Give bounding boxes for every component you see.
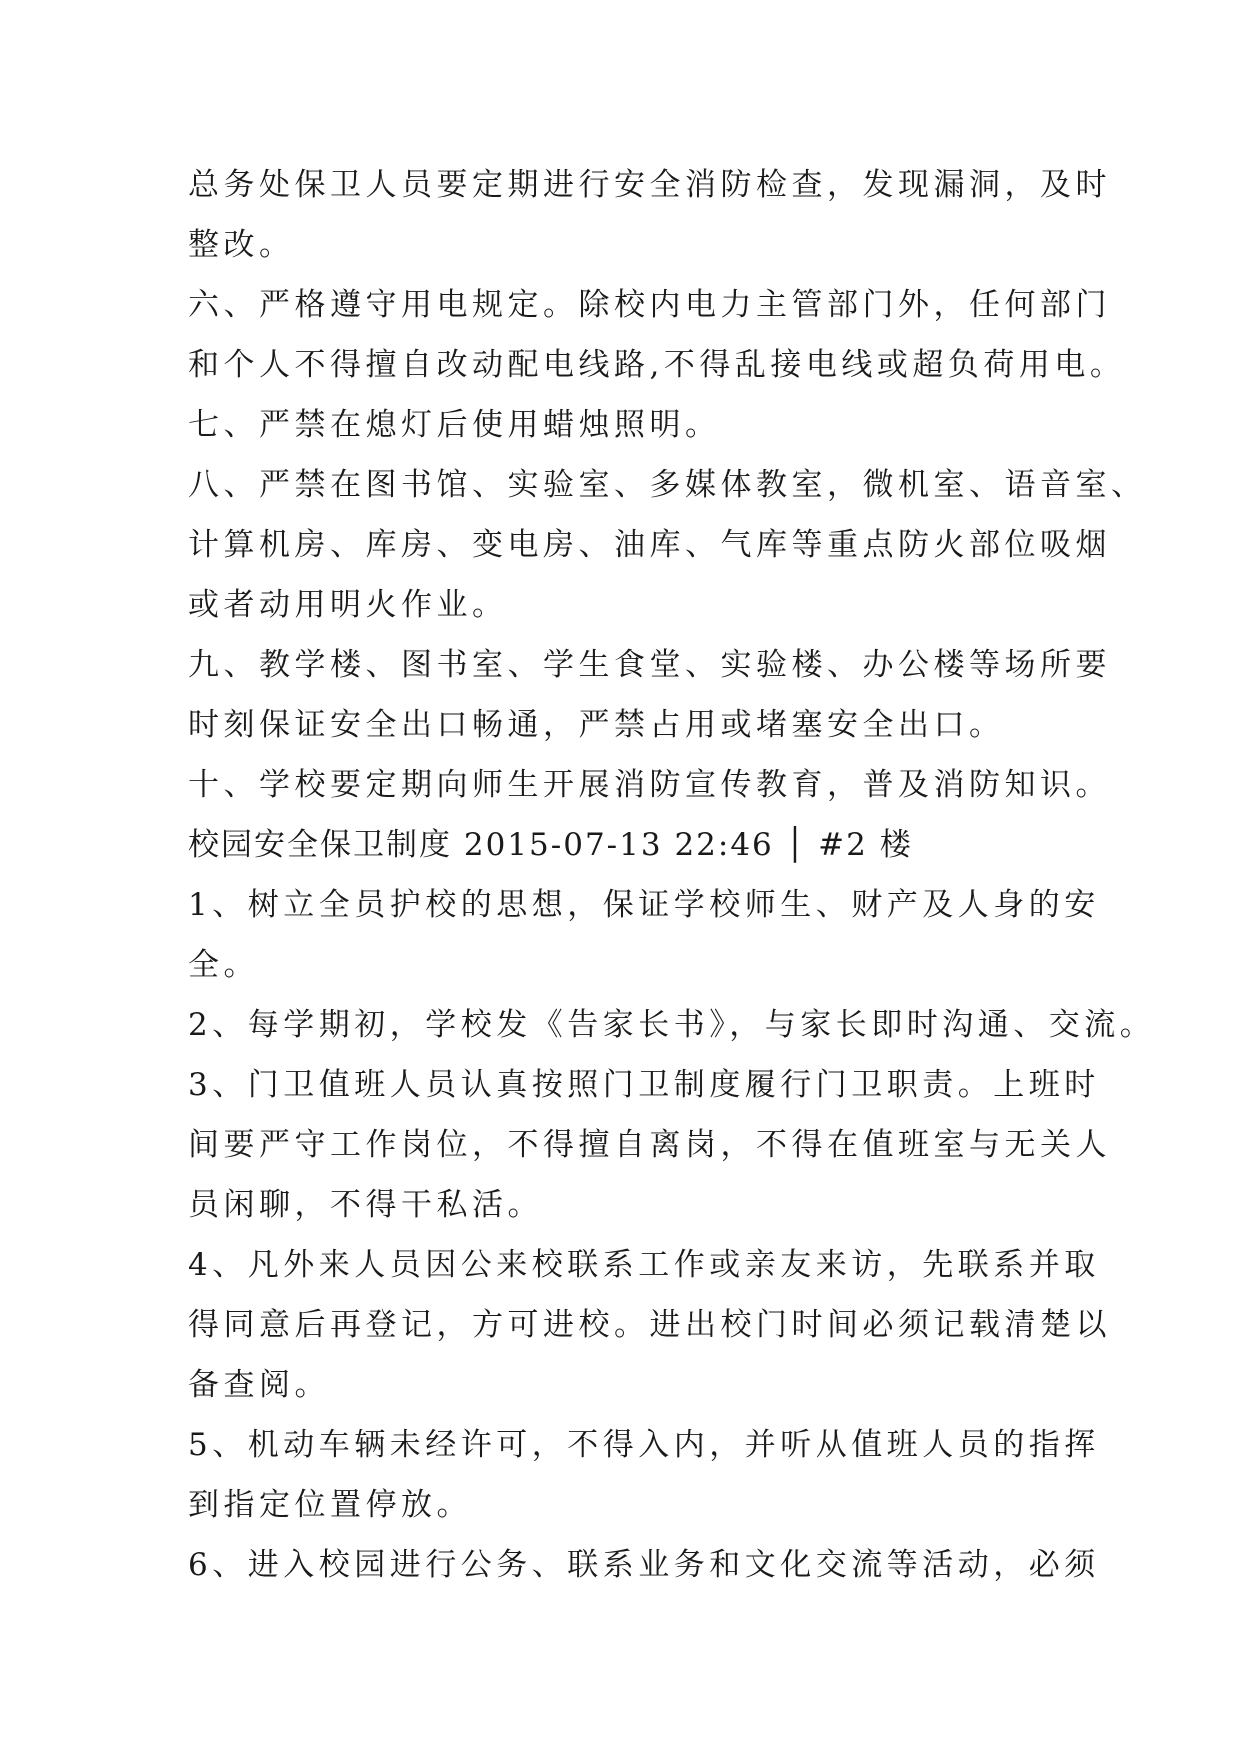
- text-line: 十、学校要定期向师生开展消防宣传教育，普及消防知识。: [188, 767, 1111, 803]
- text-line: 八、严禁在图书馆、实验室、多媒体教室，微机室、语音室、: [188, 467, 1147, 503]
- text-line: 总务处保卫人员要定期进行安全消防检查，发现漏洞，及时: [188, 167, 1111, 203]
- text-line: 计算机房、库房、变电房、油库、气库等重点防火部位吸烟: [188, 527, 1111, 563]
- text-line: 七、严禁在熄灯后使用蜡烛照明。: [188, 407, 721, 443]
- text-line: 4、凡外来人员因公来校联系工作或亲友来访，先联系并取: [188, 1247, 1100, 1283]
- text-line: 3、门卫值班人员认真按照门卫制度履行门卫职责。上班时: [188, 1067, 1100, 1103]
- post-header-line: 校园安全保卫制度 2015-07-13 22:46 │ #2 楼: [188, 827, 913, 863]
- text-line: 5、机动车辆未经许可，不得入内，并听从值班人员的指挥: [188, 1427, 1100, 1463]
- text-line: 时刻保证安全出口畅通，严禁占用或堵塞安全出口。: [188, 707, 1005, 743]
- text-line: 整改。: [188, 227, 295, 263]
- text-line: 或者动用明火作业。: [188, 587, 508, 623]
- document-body: [188, 155, 1156, 1595]
- text-line: 和个人不得擅自改动配电线路,不得乱接电线或超负荷用电。: [188, 347, 1126, 383]
- text-line: 1、树立全员护校的思想，保证学校师生、财产及人身的安: [188, 887, 1100, 923]
- text-line: 到指定位置停放。: [188, 1487, 472, 1523]
- text-line: 2、每学期初，学校发《告家长书》，与家长即时沟通、交流。: [188, 1007, 1156, 1043]
- text-line: 得同意后再登记，方可进校。进出校门时间必须记载清楚以: [188, 1307, 1111, 1343]
- text-line: 6、进入校园进行公务、联系业务和文化交流等活动，必须: [188, 1547, 1100, 1583]
- text-line: 间要严守工作岗位，不得擅自离岗，不得在值班室与无关人: [188, 1127, 1111, 1163]
- text-line: 九、教学楼、图书室、学生食堂、实验楼、办公楼等场所要: [188, 647, 1111, 683]
- text-line: 六、严格遵守用电规定。除校内电力主管部门外，任何部门: [188, 287, 1111, 323]
- text-line: 员闲聊，不得干私活。: [188, 1187, 543, 1223]
- text-line: 备查阅。: [188, 1367, 330, 1403]
- text-line: 全。: [188, 947, 259, 983]
